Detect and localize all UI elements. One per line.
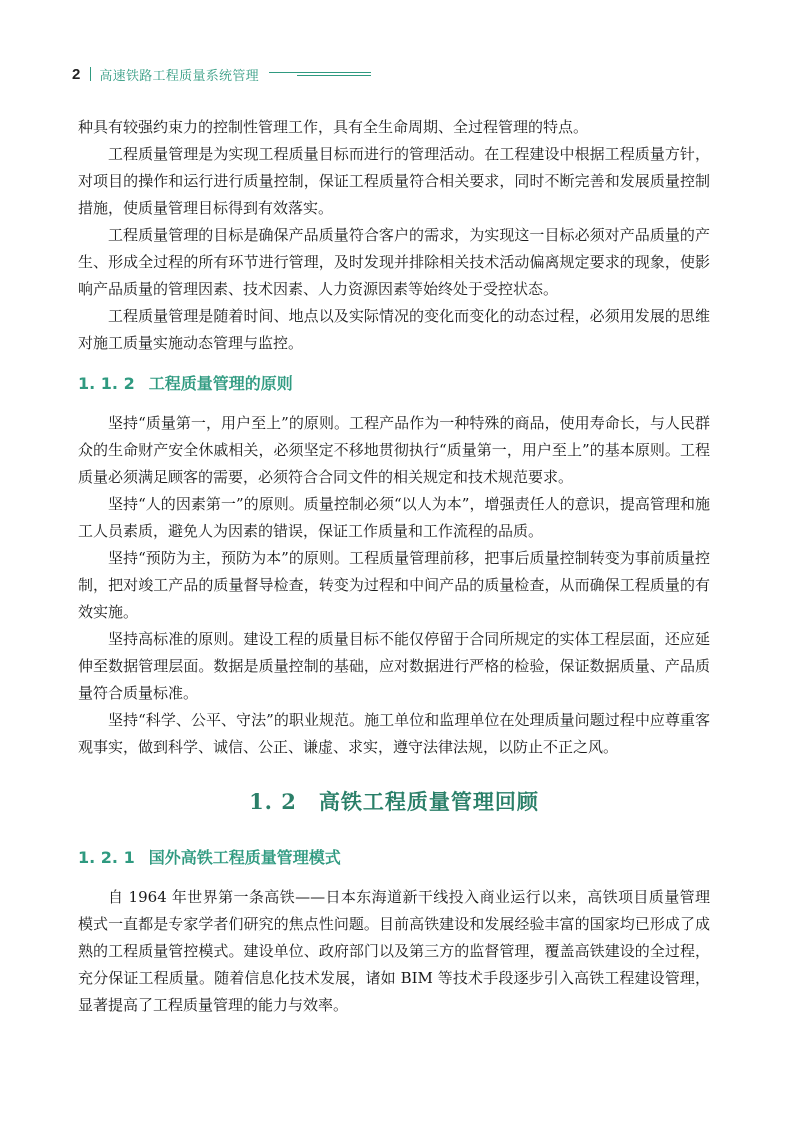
body-paragraph: 坚持“人的因素第一”的原则。质量控制必须“以人为本”，增强责任人的意识，提高管理和施工人员素质，避免人为因素的错误，保证工作质量和工作流程的品质。 bbox=[78, 495, 710, 540]
section-heading-1-2-1 bbox=[78, 841, 710, 875]
running-header bbox=[72, 62, 371, 86]
page-body bbox=[78, 114, 710, 1019]
body-paragraph: 工程质量管理的目标是确保产品质量符合客户的需求，为实现这一目标必须对产品质量的产生、形成全过程的所有环节进行管理，及时发现并排除相关技术活动偏离规定要求的现象，使影响产品质量的管理因素、技术因素、人力资源因素等始终处于受控状态。 bbox=[78, 226, 710, 298]
section-title: 工程质量管理的原则 bbox=[148, 374, 293, 393]
section-title: 高铁工程质量管理回顾 bbox=[318, 789, 539, 814]
section-number: 1. 2. 1 bbox=[78, 848, 135, 867]
body-paragraph: 坚持“预防为主，预防为本”的原则。工程质量管理前移，把事后质量控制转变为事前质量控制，把对竣工产品的质量督导检查，转变为过程和中间产品的质量检查，从而确保工程质量的有效实施。 bbox=[78, 549, 710, 621]
body-paragraph: 坚持高标准的原则。建设工程的质量目标不能仅停留于合同所规定的实体工程层面，还应延伸至数据管理层面。数据是质量控制的基础，应对数据进行严格的检验，保证数据质量、产品质量符合质量标准。 bbox=[78, 630, 710, 702]
body-paragraph: 自 1964 年世界第一条高铁——日本东海道新干线投入商业运行以来，高铁项目质量管理模式一直都是专家学者们研究的焦点性问题。目前高铁建设和发展经验丰富的国家均已形成了成熟的工程质量管控模式。建设单位、政府部门以及第三方的监督管理，覆盖高铁建设的全过程，充分保证工程质量。随着信息化技术发展，诸如 BIM 等技术手段逐步引入高铁工程建设管理，显著提高了工程质量管理的能力与效率。 bbox=[78, 888, 710, 1014]
body-paragraph: 坚持“科学、公平、守法”的职业规范。施工单位和监理单位在处理质量问题过程中应尊重客观事实，做到科学、诚信、公正、谦虚、求实，遵守法律法规，以防止不正之风。 bbox=[78, 711, 710, 756]
section-heading-1-1-2 bbox=[78, 367, 710, 401]
body-paragraph: 工程质量管理是随着时间、地点以及实际情况的变化而变化的动态过程，必须用发展的思维对施工质量实施动态管理与监控。 bbox=[78, 307, 710, 352]
header-separator bbox=[90, 67, 91, 81]
section-number: 1. 2 bbox=[249, 789, 297, 814]
section-heading-1-2 bbox=[78, 781, 710, 823]
body-paragraph: 坚持“质量第一，用户至上”的原则。工程产品作为一种特殊的商品，使用寿命长，与人民群众的生命财产安全休戚相关，必须坚定不移地贯彻执行“质量第一，用户至上”的基本原则。工程质量必须满足顾客的需要，必须符合合同文件的相关规定和技术规范要求。 bbox=[78, 414, 710, 486]
header-decorative-rule bbox=[269, 70, 371, 78]
page-number: 2 bbox=[72, 65, 81, 83]
body-paragraph: 工程质量管理是为实现工程质量目标而进行的管理活动。在工程建设中根据工程质量方针，对项目的操作和运行进行质量控制，保证工程质量符合相关要求，同时不断完善和发展质量控制措施，使质量管理目标得到有效落实。 bbox=[78, 145, 710, 217]
section-number: 1. 1. 2 bbox=[78, 374, 135, 393]
section-title: 国外高铁工程质量管理模式 bbox=[148, 848, 341, 867]
body-paragraph: 种具有较强约束力的控制性管理工作，具有全生命周期、全过程管理的特点。 bbox=[78, 118, 589, 136]
running-title: 高速铁路工程质量系统管理 bbox=[99, 68, 259, 84]
